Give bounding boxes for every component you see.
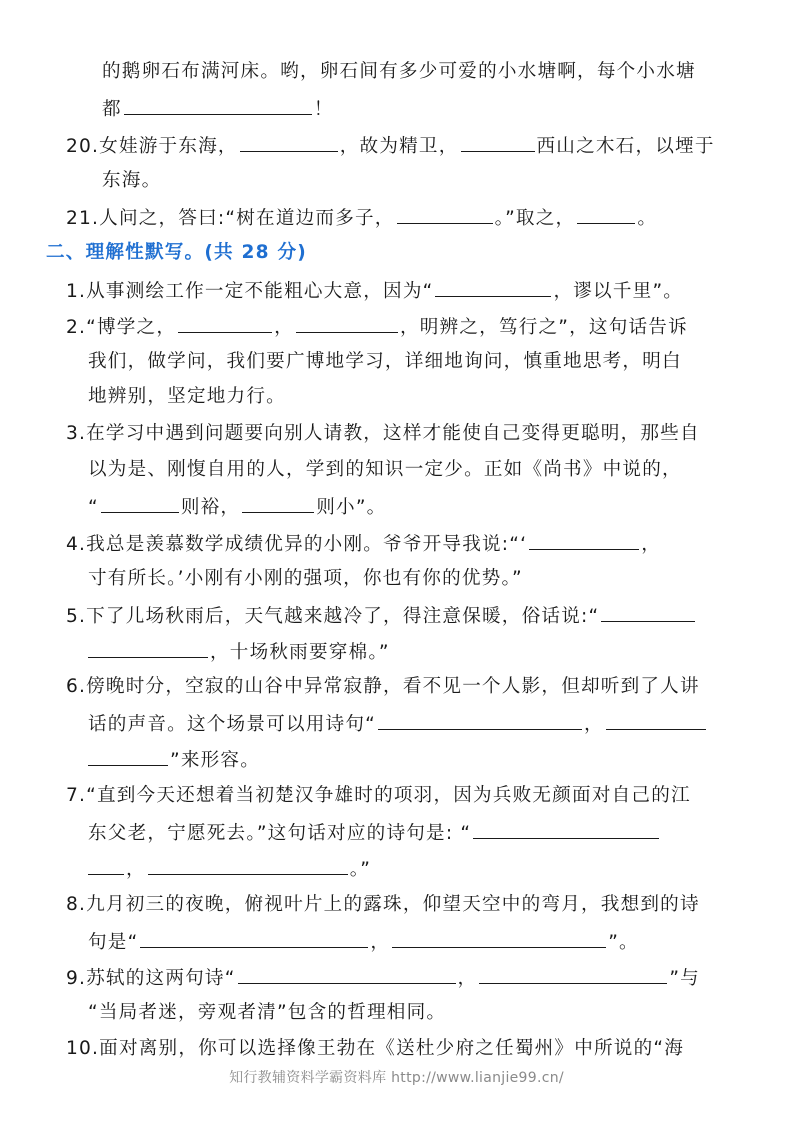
text-line: [88, 818, 661, 848]
line-text: 20.女娃游于东海，: [66, 136, 238, 157]
line-text: ，: [370, 932, 391, 953]
line-text: ，谬以千里”。: [553, 281, 684, 302]
answer-blank[interactable]: [148, 854, 348, 875]
line-text: 10.面对离别，你可以选择像王勃在《送杜少府之任蜀州》中所说的“海: [66, 1038, 685, 1059]
line-text: 东海。: [102, 170, 162, 191]
answer-blank[interactable]: [296, 312, 398, 333]
line-text: 1.从事测绘工作一定不能粗心大意，因为“: [66, 281, 434, 302]
text-line: [88, 565, 523, 593]
question-4: [66, 529, 661, 559]
question-10: [66, 1035, 684, 1063]
line-text: 西山之木石，以堙于: [536, 136, 715, 157]
answer-blank[interactable]: [88, 854, 124, 875]
text-line: [88, 927, 639, 957]
answer-blank[interactable]: [240, 131, 338, 152]
line-text: 。”取之，: [494, 208, 576, 229]
line-text: 21.人问之，答曰:“树在道边而多子，: [66, 208, 395, 229]
line-text: ”来形容。: [170, 750, 261, 771]
answer-blank[interactable]: [529, 529, 639, 550]
answer-blank[interactable]: [577, 203, 635, 224]
line-text: 以为是、刚愎自用的人，学到的知识一定少。正如《尚书》中说的，: [88, 459, 682, 480]
line-text: 5.下了儿场秋雨后，天气越来越冷了，得注意保暖，俗话说:“: [66, 606, 600, 627]
text-line: [88, 348, 682, 376]
question-9: [66, 963, 700, 993]
line-text: 东父老，宁愿死去。”这句话对应的诗句是: “: [88, 823, 472, 844]
line-text: 。: [637, 208, 658, 229]
section-title: 二、理解性默写。(共 28 分): [46, 242, 307, 263]
line-text: 的鹅卵石布满河床。哟，卵石间有多少可爱的小水塘啊，每个小水塘: [102, 61, 696, 82]
text-line: [88, 492, 386, 522]
text-line: [88, 637, 390, 667]
text-line: [102, 167, 161, 195]
question-2: [66, 312, 688, 342]
line-text: 寸有所长。’小刚有小刚的强项，你也有你的优势。”: [88, 568, 523, 589]
answer-blank[interactable]: [461, 131, 535, 152]
text-line: [88, 709, 708, 739]
line-text: 6.傍晚时分，空寂的山谷中异常寂静，看不见一个人影，但却听到了人讲: [66, 676, 700, 697]
line-text: ”与: [669, 968, 700, 989]
line-text: 句是“: [88, 932, 139, 953]
text-line: [88, 854, 371, 884]
text-line: [88, 999, 446, 1027]
question-5: [66, 601, 697, 631]
answer-blank[interactable]: [124, 94, 312, 115]
line-text: ，十场秋雨要穿棉。”: [210, 642, 390, 663]
question-21: [66, 203, 657, 233]
line-text: “: [88, 497, 99, 518]
question-7: [66, 782, 691, 810]
line-text: 8.九月初三的夜晚，俯视叶片上的露珠，仰望天空中的弯月，我想到的诗: [66, 894, 700, 915]
answer-blank[interactable]: [601, 601, 695, 622]
line-text: 都: [102, 99, 122, 120]
line-text: ，明辨之，笃行之”，这句话告诉: [399, 317, 688, 338]
question-8: [66, 891, 700, 919]
line-text: 则小”。: [316, 497, 387, 518]
question-6: [66, 673, 700, 701]
line-text: 则裕，: [180, 497, 241, 518]
answer-blank[interactable]: [473, 818, 659, 839]
line-text: 2.“博学之，: [66, 317, 177, 338]
line-text: ！: [313, 99, 334, 120]
line-text: 地辨别，坚定地力行。: [88, 386, 286, 407]
question-3: [66, 420, 700, 448]
question-1: [66, 276, 683, 306]
line-text: 话的声音。这个场景可以用诗句“: [88, 714, 376, 735]
text-line: [88, 383, 286, 411]
answer-blank[interactable]: [238, 963, 456, 984]
answer-blank[interactable]: [435, 276, 551, 297]
text-line: [102, 94, 334, 124]
line-text: 4.我总是羡慕数学成绩优异的小刚。爷爷开导我说:“‘: [66, 534, 528, 555]
line-text: ，: [126, 859, 146, 880]
answer-blank[interactable]: [392, 927, 606, 948]
answer-blank[interactable]: [242, 492, 314, 513]
line-text: 我们，做学问，我们要广博地学习，详细地询问，慎重地思考，明白: [88, 351, 682, 372]
line-text: ，故为精卫，: [339, 136, 459, 157]
answer-blank[interactable]: [140, 927, 368, 948]
answer-blank[interactable]: [606, 709, 706, 730]
line-text: 。”: [349, 859, 372, 880]
line-text: ，: [457, 968, 478, 989]
answer-blank[interactable]: [479, 963, 667, 984]
footer-watermark: 知行教辅资料学霸资料库 http://www.lianjie99.cn/: [229, 1070, 564, 1086]
line-text: ，: [274, 317, 294, 338]
text-line: [88, 456, 682, 484]
line-text: 7.“直到今天还想着当初楚汉争雄时的项羽，因为兵败无颜面对自己的江: [66, 785, 691, 806]
text-line: [88, 745, 260, 775]
line-text: 3.在学习中遇到问题要向别人请教，这样才能使自己变得更聪明，那些自: [66, 423, 700, 444]
section-heading: [46, 239, 307, 267]
question-20: [66, 131, 715, 161]
line-text: ”。: [608, 932, 639, 953]
line-text: ，: [583, 714, 604, 735]
answer-blank[interactable]: [178, 312, 272, 333]
answer-blank[interactable]: [101, 492, 179, 513]
line-text: “当局者迷，旁观者清”包含的哲理相同。: [88, 1002, 447, 1023]
answer-blank[interactable]: [378, 709, 582, 730]
answer-blank[interactable]: [397, 203, 493, 224]
answer-blank[interactable]: [88, 637, 208, 658]
line-text: ，: [641, 534, 662, 555]
line-text: 9.苏轼的这两句诗“: [66, 968, 236, 989]
answer-blank[interactable]: [88, 745, 168, 766]
text-line: [102, 58, 696, 86]
